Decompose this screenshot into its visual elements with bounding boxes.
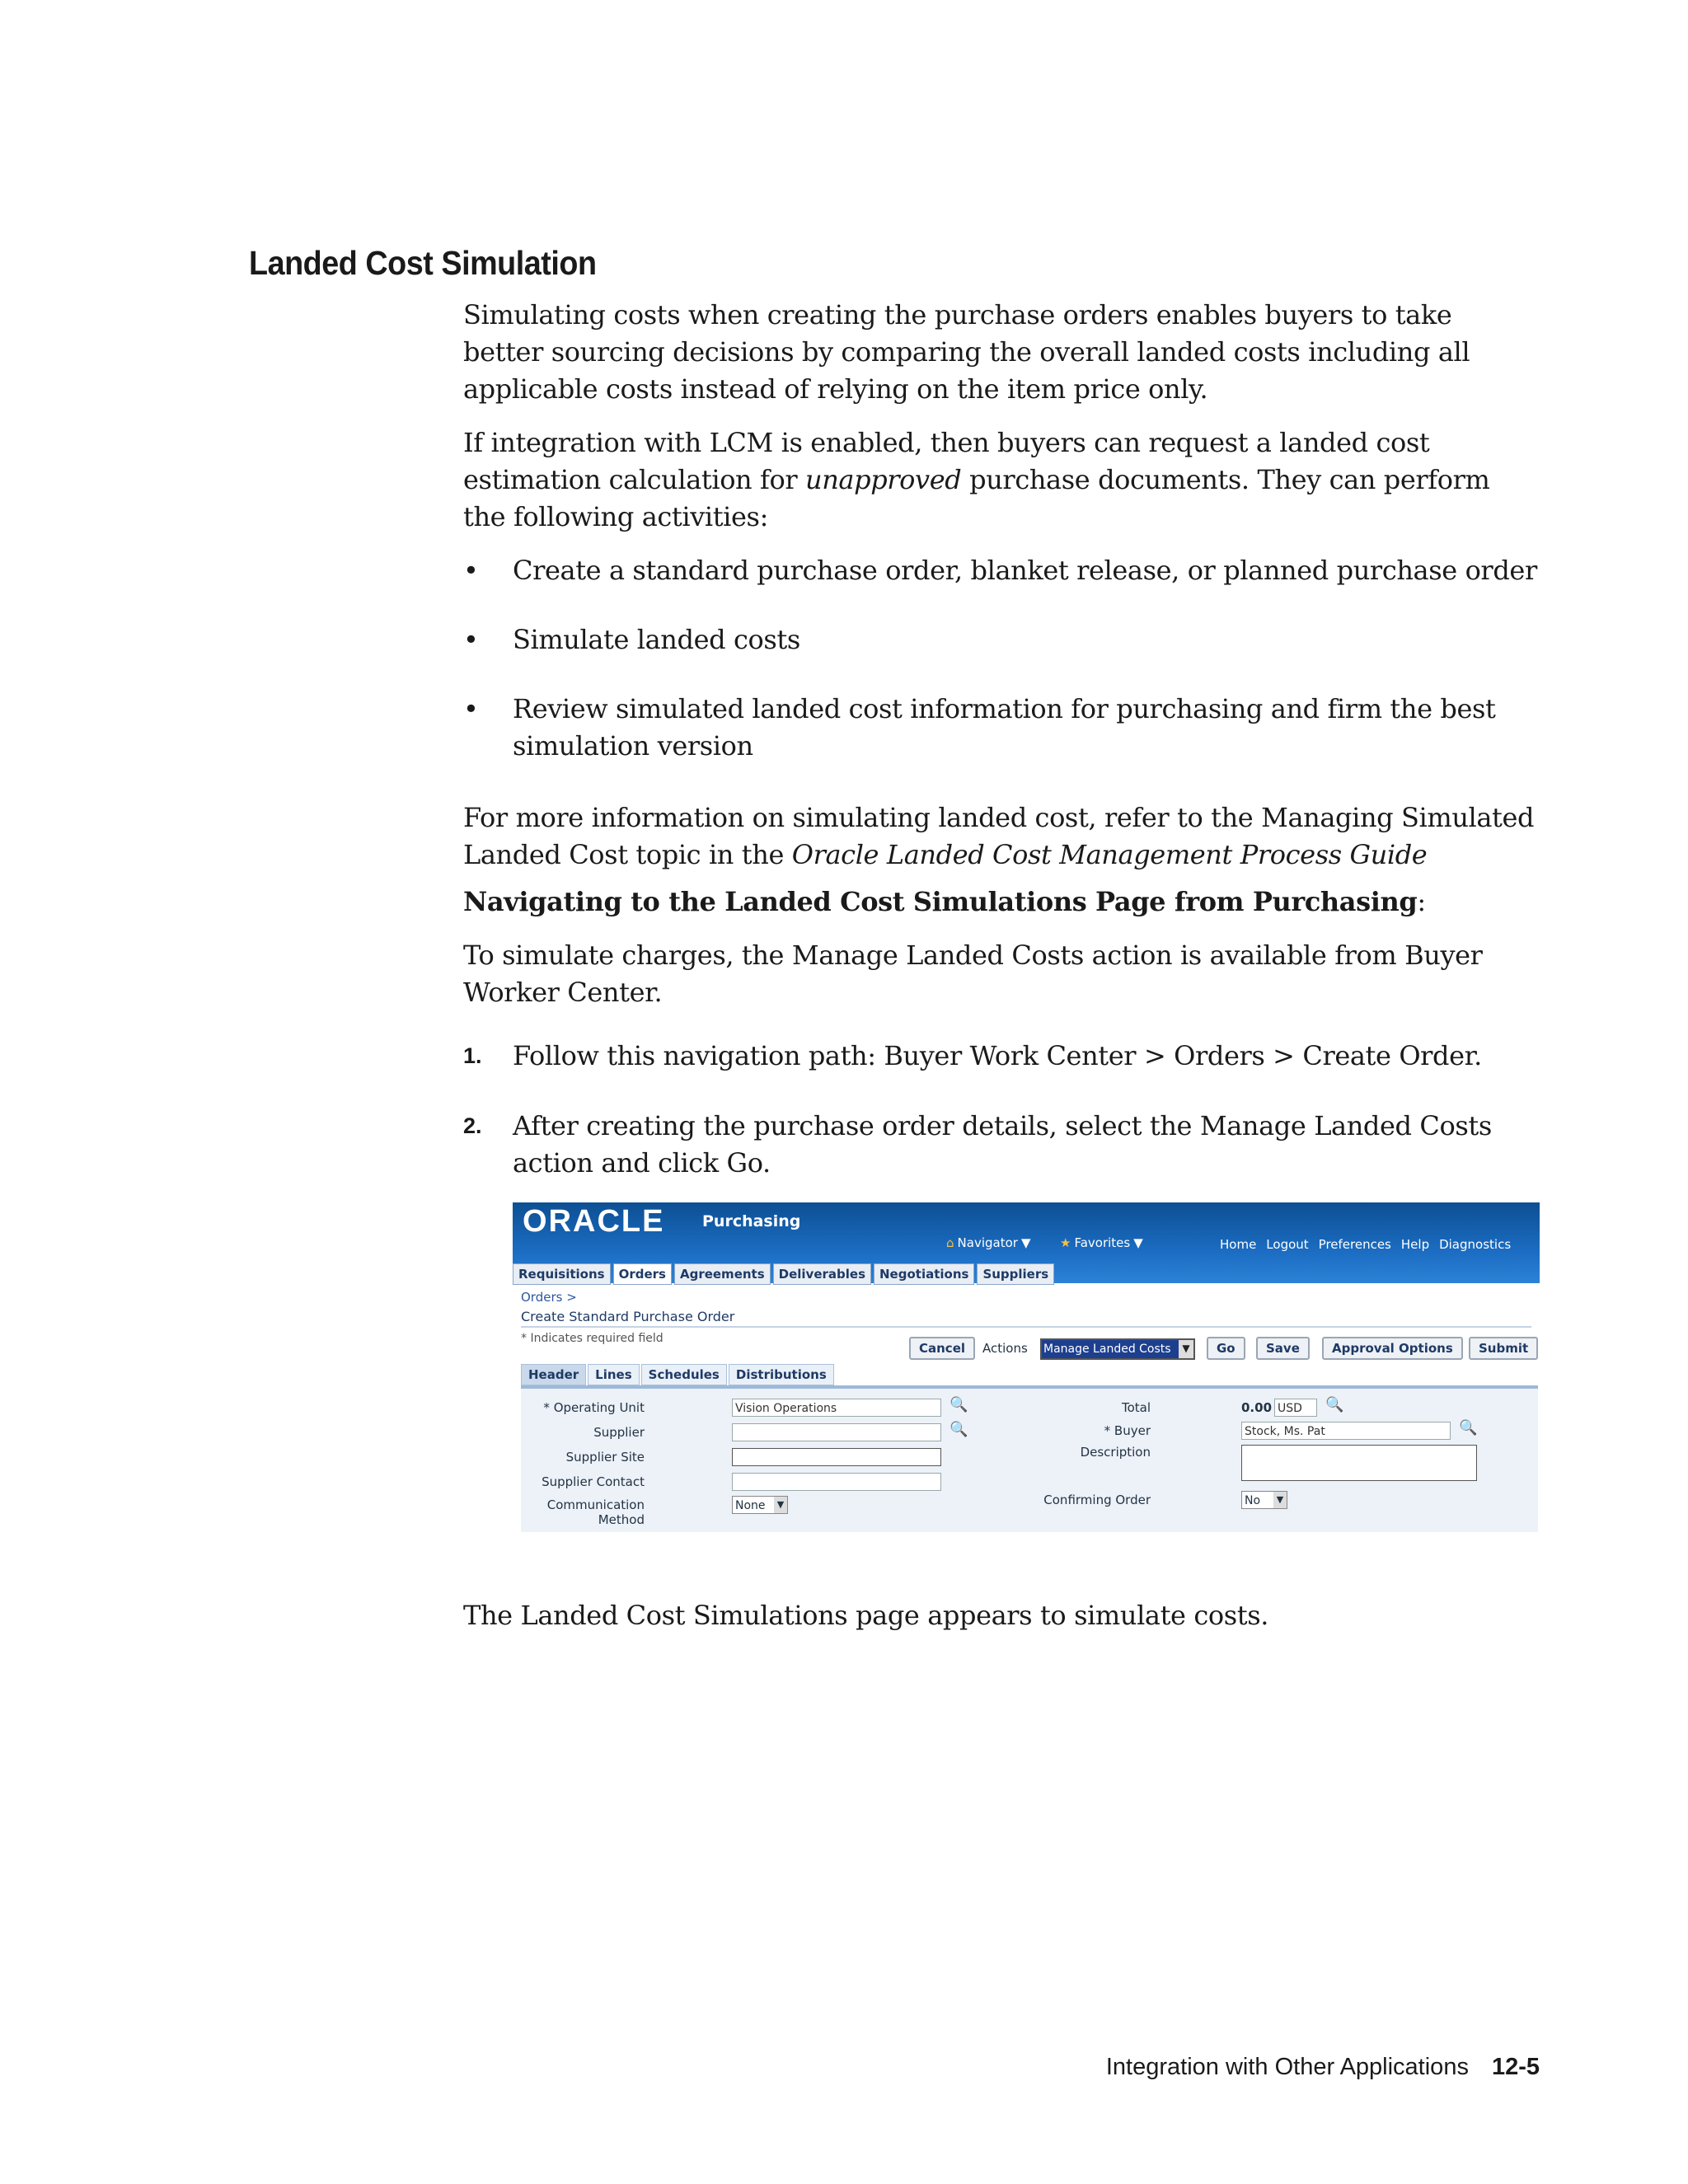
main-tabs [513,1263,1054,1285]
communication-method-label: Communication Method [546,1497,645,1527]
description-label: Description [1080,1445,1151,1460]
currency-input[interactable]: USD [1274,1399,1317,1417]
go-button[interactable]: Go [1207,1337,1245,1360]
global-links [1220,1237,1511,1252]
description-textarea[interactable] [1241,1445,1477,1481]
supplier-input[interactable] [732,1423,941,1441]
breadcrumb[interactable]: Orders > [521,1290,577,1305]
actions-label: Actions [982,1341,1028,1356]
save-button[interactable]: Save [1256,1337,1310,1360]
tab-orders[interactable]: Orders [613,1263,672,1285]
tab-agreements[interactable]: Agreements [674,1263,771,1285]
favorites-menu[interactable]: ★ Favorites ▼ [1060,1235,1143,1250]
star-icon: ★ [1060,1235,1071,1250]
operating-unit-label: * Operating Unit [543,1400,645,1415]
total-label: Total [1121,1400,1151,1415]
supplier-contact-label: Supplier Contact [542,1474,645,1489]
home-link[interactable]: Home [1220,1237,1257,1252]
lcm-paragraph: If integration with LCM is enabled, then buyers can request a landed cost estimation calculation for unapproved purchase documents. They can perform the following activities: [463,427,1490,532]
bullet-marker: • [463,693,479,724]
tab-suppliers[interactable]: Suppliers [977,1263,1054,1285]
diagnostics-link[interactable]: Diagnostics [1439,1237,1512,1252]
reference-paragraph: For more information on simulating landed cost, refer to the Managing Simulated Landed Cost topic in the Oracle Landed Cost Management Process Guide [463,802,1535,870]
section-heading: Landed Cost Simulation [249,244,597,282]
buyer-label: * Buyer [1104,1423,1151,1438]
total-value: 0.00 [1241,1400,1273,1415]
subtab-distributions[interactable]: Distributions [729,1364,834,1385]
logout-link[interactable]: Logout [1266,1237,1309,1252]
preferences-link[interactable]: Preferences [1318,1237,1391,1252]
chevron-down-icon: ▼ [1020,1235,1031,1250]
navigator-menu[interactable]: ⌂ Navigator ▼ [946,1235,1031,1250]
search-icon[interactable]: 🔍 [1325,1396,1344,1413]
operating-unit-input[interactable]: Vision Operations [732,1399,941,1417]
page-title: Create Standard Purchase Order [521,1309,1531,1328]
oracle-banner [513,1202,1540,1283]
page-number: 12-5 [1491,2054,1540,2080]
required-note: * Indicates required field [521,1332,663,1345]
tab-deliverables[interactable]: Deliverables [773,1263,871,1285]
app-name: Purchasing [702,1212,801,1230]
closing-paragraph: The Landed Cost Simulations page appears to simulate costs. [463,1600,1269,1631]
header-panel [521,1385,1538,1532]
step-number: 2. [463,1113,482,1138]
actions-select[interactable]: Manage Landed Costs ▼ [1040,1338,1195,1360]
oracle-logo: ORACLE [523,1204,665,1239]
oracle-screenshot [513,1202,1540,1529]
subtab-lines[interactable]: Lines [588,1364,639,1385]
step-text: After creating the purchase order details, select the Manage Landed Costs action and click Go. [513,1110,1492,1179]
footer-text: Integration with Other Applications [1105,2054,1469,2080]
search-icon[interactable]: 🔍 [950,1396,968,1413]
intro-paragraph: Simulating costs when creating the purchase orders enables buyers to take better sourcing decisions by comparing the overall landed costs including all applicable costs instead of relying on the item price only. [463,299,1470,405]
subtab-header[interactable]: Header [521,1364,586,1385]
bullet-item: Review simulated landed cost information for purchasing and firm the best simulation version [513,693,1496,762]
supplier-contact-input[interactable] [732,1473,941,1491]
approval-options-button[interactable]: Approval Options [1322,1337,1463,1360]
chevron-down-icon: ▼ [774,1497,787,1513]
navigation-heading: Navigating to the Landed Cost Simulations Page from Purchasing: [463,886,1426,917]
buyer-input[interactable]: Stock, Ms. Pat [1241,1422,1451,1440]
sub-tabs [521,1364,834,1385]
page-footer [1106,2054,1540,2081]
bullet-item: Simulate landed costs [513,624,800,655]
communication-method-select[interactable]: None ▼ [732,1496,788,1514]
step-number: 1. [463,1043,482,1068]
search-icon[interactable]: 🔍 [950,1421,968,1438]
search-icon[interactable]: 🔍 [1459,1419,1478,1436]
tab-requisitions[interactable]: Requisitions [513,1263,611,1285]
bullet-marker: • [463,624,479,655]
chevron-down-icon: ▼ [1273,1492,1287,1508]
tab-negotiations[interactable]: Negotiations [874,1263,974,1285]
supplier-site-label: Supplier Site [565,1450,645,1465]
guide-title: Oracle Landed Cost Management Process Guide [791,839,1428,870]
emphasis-unapproved: unapproved [805,464,962,495]
supplier-label: Supplier [593,1425,645,1440]
cancel-button[interactable]: Cancel [909,1337,975,1360]
chevron-down-icon: ▼ [1179,1340,1193,1358]
chevron-down-icon: ▼ [1133,1235,1143,1250]
home-icon: ⌂ [946,1235,954,1250]
supplier-site-input[interactable] [732,1448,941,1466]
subtab-schedules[interactable]: Schedules [641,1364,727,1385]
simulate-paragraph: To simulate charges, the Manage Landed Costs action is available from Buyer Worker Center. [463,940,1483,1008]
confirming-order-select[interactable]: No ▼ [1241,1491,1287,1509]
help-link[interactable]: Help [1400,1237,1430,1252]
step-text: Follow this navigation path: Buyer Work Center > Orders > Create Order. [513,1040,1482,1071]
bullet-marker: • [463,555,479,586]
submit-button[interactable]: Submit [1469,1337,1538,1360]
confirming-order-label: Confirming Order [1043,1493,1151,1507]
bullet-item: Create a standard purchase order, blanket release, or planned purchase order [513,555,1537,586]
